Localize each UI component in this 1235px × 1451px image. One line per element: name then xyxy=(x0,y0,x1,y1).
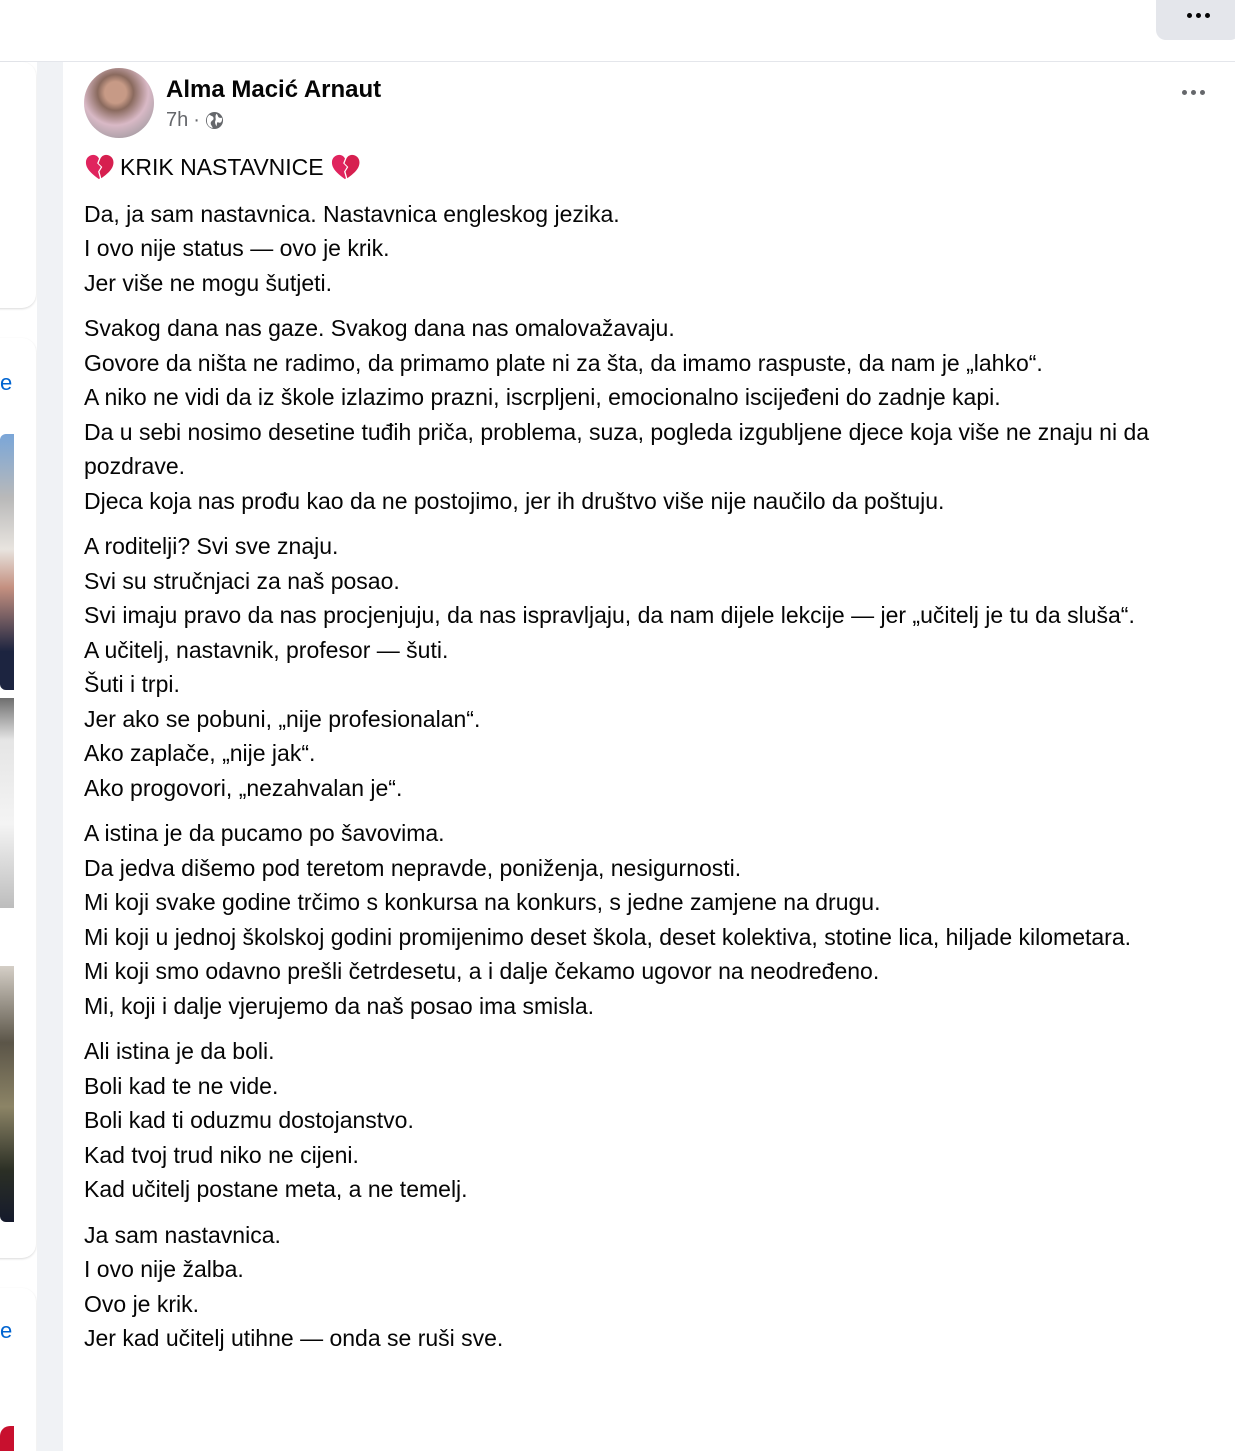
broken-heart-icon xyxy=(84,153,114,181)
text-line: Jer kad učitelj utihne — onda se ruši sve. xyxy=(84,1325,504,1351)
text-line: Jer više ne mogu šutjeti. xyxy=(84,269,333,296)
text-line: Svi imaju pravo da nas procjenjuju, da nas ispravljaju, da nam dijele lekcije — jer „učitelj je tu da sluša“. xyxy=(84,602,1135,628)
post-time[interactable]: 7h xyxy=(166,108,189,131)
text-line: A roditelji? Svi sve znaju. xyxy=(84,533,339,559)
text-line: Svi su stručnjaci za naš posao. xyxy=(84,567,400,594)
avatar[interactable] xyxy=(84,68,154,138)
text-line: Mi koji smo odavno prešli četrdesetu, a i dalje čekamo ugovor na neodređeno. xyxy=(84,958,880,984)
post-more-button[interactable] xyxy=(1182,90,1205,95)
post-title-text: KRIK NASTAVNICE xyxy=(120,154,324,180)
post-text xyxy=(84,150,1219,1367)
text-line: Svakog dana nas gaze. Svakog dana nas omalovažavaju. xyxy=(84,315,675,341)
sidebar-card-suggestion-1[interactable] xyxy=(0,338,36,1258)
sidebar-card-suggestion-2[interactable] xyxy=(0,1288,36,1451)
sidebar-card-link[interactable]: e xyxy=(0,1318,13,1343)
text-line: Mi, koji i dalje vjerujemo da naš posao ima smisla. xyxy=(84,992,595,1019)
text-line: Kad učitelj postane meta, a ne temelj. xyxy=(84,1176,468,1202)
text-line: I ovo nije žalba. xyxy=(84,1256,244,1282)
paragraph xyxy=(84,1218,1219,1356)
sidebar-thumbnail[interactable] xyxy=(0,698,14,908)
text-line: I ovo nije status — ovo je krik. xyxy=(84,235,390,261)
text-line: Da, ja sam nastavnica. Nastavnica engleskog jezika. xyxy=(84,200,620,227)
text-line: Jer ako se pobuni, „nije profesionalan“. xyxy=(84,705,481,732)
text-line: Mi koji svake godine trčimo s konkursa na konkurs, s jedne zamjene na drugu. xyxy=(84,889,881,915)
text-line: Ali istina je da boli. xyxy=(84,1038,275,1064)
text-line: Ovo je krik. xyxy=(84,1290,200,1317)
text-line: Ako zaplače, „nije jak“. xyxy=(84,740,316,766)
text-line: A istina je da pucamo po šavovima. xyxy=(84,820,445,846)
text-line: A niko ne vidi da iz škole izlazimo prazni, iscrpljeni, emocionalno iscijeđeni do zadnje kapi. xyxy=(84,384,1001,410)
text-line: Mi koji u jednoj školskoj godini promijenimo deset škola, deset kolektiva, stotine lica, hiljade kilometara. xyxy=(84,923,1132,950)
text-line: Ako progovori, „nezahvalan je“. xyxy=(84,774,403,801)
post-title xyxy=(84,150,1219,185)
sidebar-card-link[interactable]: e xyxy=(0,370,13,395)
globe-icon[interactable] xyxy=(205,111,224,130)
text-line: Da u sebi nosimo desetine tuđih priča, problema, suza, pogleda izgubljene djece koja više ne znaju ni da pozdrave. xyxy=(84,418,1150,479)
text-line: Šuti i trpi. xyxy=(84,671,180,697)
post-card xyxy=(64,62,1235,1451)
text-line: Boli kad ti oduzmu dostojanstvo. xyxy=(84,1107,414,1133)
text-line: Ja sam nastavnica. xyxy=(84,1221,281,1248)
text-line: Govore da ništa ne radimo, da primamo plate ni za šta, da imamo raspuste, da nam je „lahko“. xyxy=(84,349,1043,376)
sidebar-card-top xyxy=(0,62,36,308)
text-line: Kad tvoj trud niko ne cijeni. xyxy=(84,1141,359,1168)
feed-gutter xyxy=(37,62,63,1451)
sidebar-thumbnail[interactable] xyxy=(0,966,14,1222)
text-line: Da jedva dišemo pod teretom nepravde, poniženja, nesigurnosti. xyxy=(84,854,742,881)
sidebar-thumbnail[interactable] xyxy=(0,1426,14,1451)
more-horizontal-icon xyxy=(1187,13,1210,18)
paragraph xyxy=(84,1034,1219,1207)
post-header xyxy=(84,68,381,138)
meta-separator: · xyxy=(193,108,200,131)
text-line: Djeca koja nas prođu kao da ne postojimo, jer ih društvo više nije naučilo da poštuju. xyxy=(84,487,945,514)
paragraph xyxy=(84,311,1219,518)
paragraph xyxy=(84,197,1219,301)
author-name[interactable]: Alma Macić Arnaut xyxy=(166,75,382,103)
top-more-button[interactable] xyxy=(1156,0,1235,40)
broken-heart-icon xyxy=(330,153,360,181)
paragraph xyxy=(84,816,1219,1023)
top-bar xyxy=(0,0,1235,62)
text-line: A učitelj, nastavnik, profesor — šuti. xyxy=(84,636,449,663)
sidebar-thumbnail[interactable] xyxy=(0,434,14,690)
paragraph xyxy=(84,529,1219,805)
more-horizontal-icon xyxy=(1182,90,1205,95)
post-meta xyxy=(166,109,381,132)
text-line: Boli kad te ne vide. xyxy=(84,1072,279,1099)
